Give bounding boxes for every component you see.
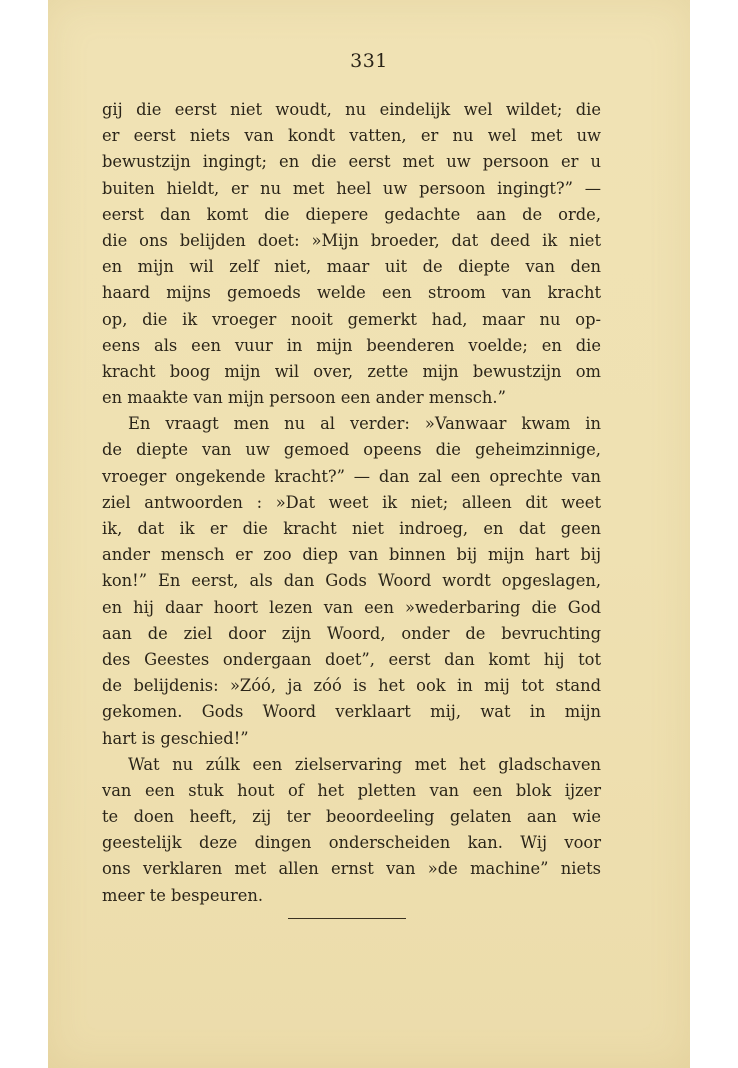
page-number: 331 [350, 50, 388, 72]
text-line: vroeger ongekende kracht?” — dan zal een oprechte van [102, 466, 601, 486]
text-line: gij die eerst niet woudt, nu eindelijk wel wildet; die [102, 100, 601, 119]
text-line: kon!” En eerst, als dan Gods Woord wordt opgeslagen, [102, 571, 601, 591]
section-divider [288, 918, 406, 919]
text-line: ander mensch er zoo diep van binnen bij mijn hart bij [102, 545, 601, 565]
text-line: gekomen. Gods Woord verklaart mij, wat in mijn [102, 702, 601, 722]
text-line: de diepte van uw gemoed opeens die geheimzinnige, [102, 440, 601, 460]
text-line: haard mijns gemoeds welde een stroom van kracht [102, 283, 601, 303]
text-line: Wat nu zúlk een zielservaring met het gladschaven [128, 754, 601, 774]
book-page [48, 0, 690, 1068]
text-line: bewustzijn ingingt; en die eerst met uw persoon er u [102, 152, 601, 172]
text-line: ziel antwoorden : »Dat weet ik niet; alleen dit weet [102, 492, 601, 512]
text-line: die ons belijden doet: »Mijn broeder, dat deed ik niet [102, 230, 601, 250]
text-line: En vraagt men nu al verder: »Vanwaar kwam in [128, 414, 601, 434]
text-line: en hij daar hoort lezen van een »wederbaring die God [102, 597, 601, 617]
text-line: ons verklaren met allen ernst van »de machine” niets [102, 859, 601, 879]
text-line: buiten hieldt, er nu met heel uw persoon ingingt?” — [102, 178, 601, 198]
text-line: des Geestes ondergaan doet”, eerst dan komt hij tot [102, 649, 601, 669]
text-line: aan de ziel door zijn Woord, onder de bevruchting [102, 623, 601, 643]
text-line: de belijdenis: »Zóó, ja zóó is het ook in mij tot stand [102, 676, 601, 696]
text-line: en maakte van mijn persoon een ander mensch.” [102, 388, 506, 408]
text-line: geestelijk deze dingen onderscheiden kan. Wij voor [102, 833, 601, 853]
text-line: er eerst niets van kondt vatten, er nu wel met uw [102, 126, 601, 146]
text-line: ik, dat ik er die kracht niet indroeg, en dat geen [102, 519, 601, 538]
text-line: kracht boog mijn wil over, zette mijn bewustzijn om [102, 361, 601, 381]
body-text [102, 97, 601, 909]
text-line: op, die ik vroeger nooit gemerkt had, maar nu op- [102, 309, 601, 329]
text-line: van een stuk hout of het pletten van een blok ijzer [102, 780, 601, 800]
text-line: en mijn wil zelf niet, maar uit de diepte van den [102, 257, 601, 277]
text-line: te doen heeft, zij ter beoordeeling gelaten aan wie [102, 807, 601, 827]
text-line: meer te bespeuren. [102, 885, 264, 905]
text-line: eerst dan komt die diepere gedachte aan de orde, [102, 204, 601, 224]
text-line: eens als een vuur in mijn beenderen voelde; en die [102, 335, 601, 355]
text-line: hart is geschied!” [102, 728, 249, 748]
